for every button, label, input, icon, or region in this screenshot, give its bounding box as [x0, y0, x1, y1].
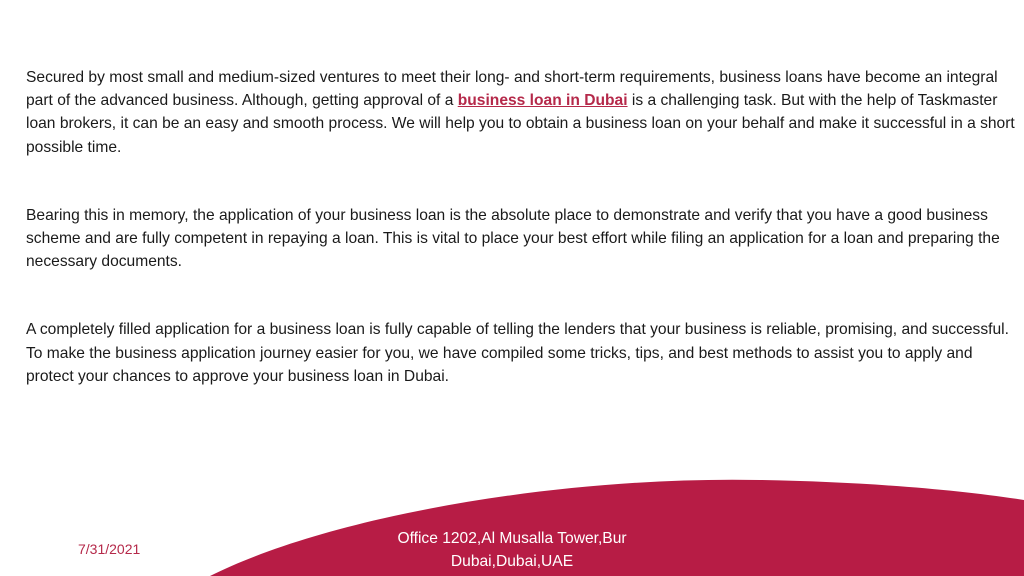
- footer-date: 7/31/2021: [78, 541, 141, 557]
- footer-address: Office 1202,Al Musalla Tower,Bur Dubai,Dubai,UAE: [397, 530, 627, 570]
- paragraph-intro-text-after: is a challenging task. But with the help of Taskmaster loan brokers, it can be an easy and smooth process. We will help you to obtain a business loan on your behalf and make it successful in a short possible time.: [26, 92, 1015, 156]
- business-loan-link[interactable]: business loan in Dubai: [457, 92, 628, 110]
- body-content: [26, 66, 1018, 388]
- paragraph-tips: A completely filled application for a business loan is fully capable of telling the lenders that your business is reliable, promising, and successful. To make the business application journey easier for you, we have compiled some tricks, tips, and best methods to assist you to apply and protect your chances to approve your business loan in Dubai.: [26, 321, 1009, 385]
- paragraph-application: Bearing this in memory, the application of your business loan is the absolute place to demonstrate and verify that you have a good business scheme and are fully competent in repaying a loan. This is vital to place your best effort while filing an application for a loan and preparing the necessary documents.: [26, 206, 1000, 271]
- paragraph-intro-text-before: Secured by most small and medium-sized ventures to meet their long- and short-term requirements, business loans have become an integral part of the advanced business. Although, getting approval of a: [26, 69, 998, 110]
- paragraph-intro: [26, 66, 1018, 159]
